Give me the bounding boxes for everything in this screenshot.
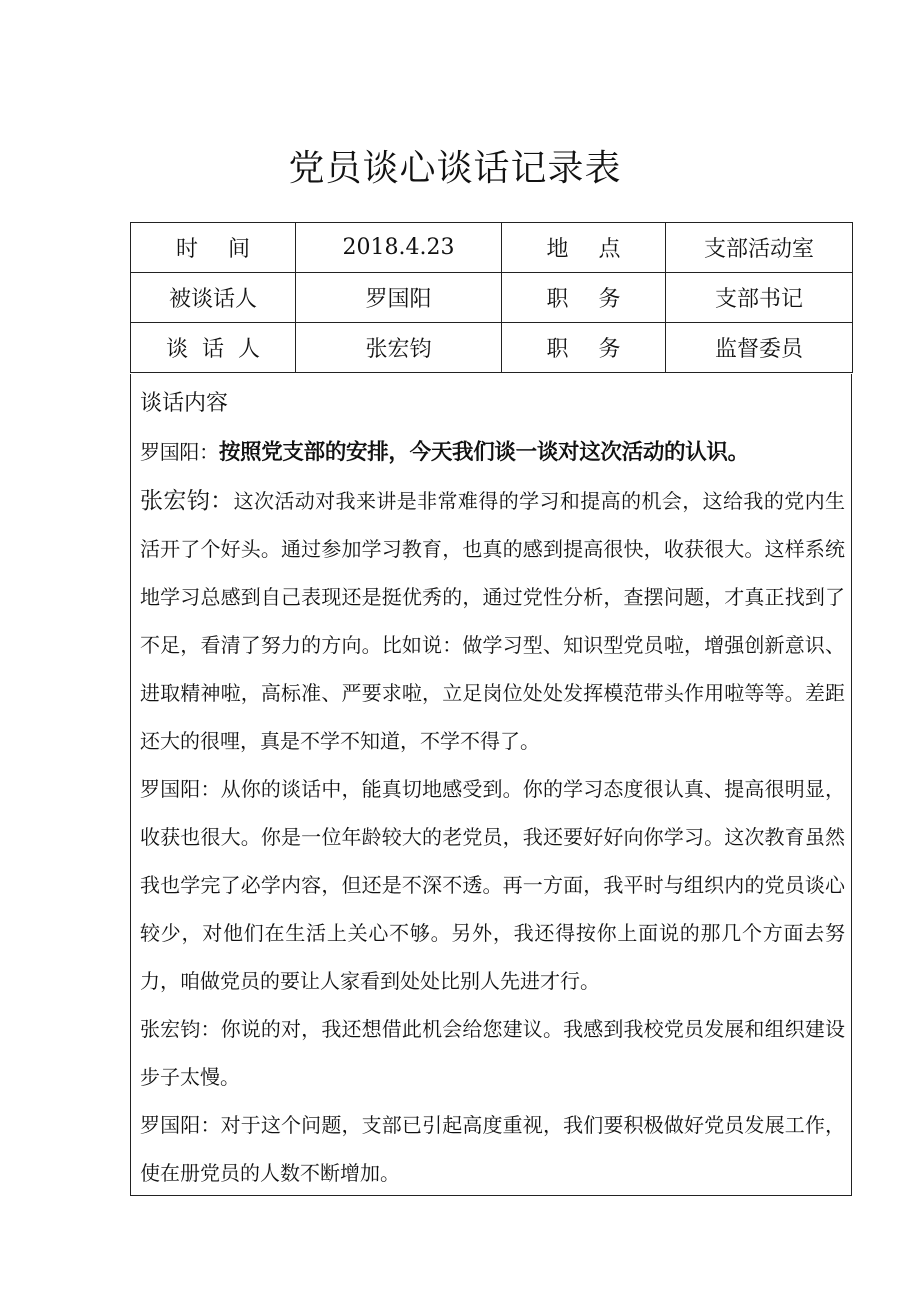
speaker-name: 罗国阳： [140, 777, 221, 801]
speaker-name: 张宏钧： [140, 488, 234, 514]
content-heading: 谈话内容 [140, 391, 229, 416]
conversation-paragraph [140, 1101, 845, 1197]
paragraph-text: 按照党支部的安排，今天我们谈一谈对这次活动的认识。 [218, 440, 749, 465]
interviewee-position-value: 支部书记 [666, 273, 853, 323]
conversation-content-box [130, 374, 852, 1196]
paragraph-text: 从你的谈话中，能真切地感受到。你的学习态度很认真、提高很明显，收获也很大。你是一位年龄较大的老党员，我还要好好向你学习。这次教育虽然我也学完了必学内容，但还是不深不透。再一方面，我平时与组织内的党员谈心较少，对他们在生活上关心不够。另外，我还得按你上面说的那几个方面去努力，咱做党员的要让人家看到处处比别人先进才行。 [140, 777, 846, 993]
conversation-paragraph [140, 765, 845, 1005]
interviewer-value: 张宏钧 [296, 323, 502, 373]
info-table [130, 222, 853, 373]
interviewee-value: 罗国阳 [296, 273, 502, 323]
time-label: 时间 [131, 223, 296, 273]
interviewee-label: 被谈话人 [131, 273, 296, 323]
info-row-interviewee [131, 273, 853, 323]
interviewer-label: 谈话人 [131, 323, 296, 373]
speaker-name: 张宏钧： [140, 1017, 221, 1041]
paragraph-text: 你说的对，我还想借此机会给您建议。我感到我校党员发展和组织建设步子太慢。 [140, 1017, 846, 1089]
interviewer-position-label: 职务 [502, 323, 666, 373]
speaker-name: 罗国阳： [140, 1113, 221, 1137]
conversation-paragraph [140, 477, 845, 765]
paragraph-text: 对于这个问题，支部已引起高度重视，我们要积极做好党员发展工作，使在册党员的人数不断增加。 [140, 1113, 846, 1185]
time-value: 2018.4.23 [296, 223, 502, 273]
interviewer-position-value: 监督委员 [666, 323, 853, 373]
info-row-time [131, 223, 853, 273]
document-title: 党员谈心谈话记录表 [288, 148, 622, 189]
conversation-paragraph [140, 1005, 845, 1101]
paragraph-text: 这次活动对我来讲是非常难得的学习和提高的机会，这给我的党内生活开了个好头。通过参加学习教育，也真的感到提高很快，收获很大。这样系统地学习总感到自己表现还是挺优秀的，通过党性分析，查摆问题，才真正找到了不足，看清了努力的方向。比如说：做学习型、知识型党员啦，增强创新意识、进取精神啦，高标准、严要求啦，立足岗位处处发挥模范带头作用啦等等。差距还大的很哩，真是不学不知道，不学不得了。 [140, 489, 846, 753]
location-value: 支部活动室 [666, 223, 853, 273]
info-row-interviewer [131, 323, 853, 373]
location-label: 地点 [502, 223, 666, 273]
interviewee-position-label: 职务 [502, 273, 666, 323]
conversation-paragraph [140, 428, 845, 477]
speaker-name: 罗国阳： [140, 440, 219, 464]
